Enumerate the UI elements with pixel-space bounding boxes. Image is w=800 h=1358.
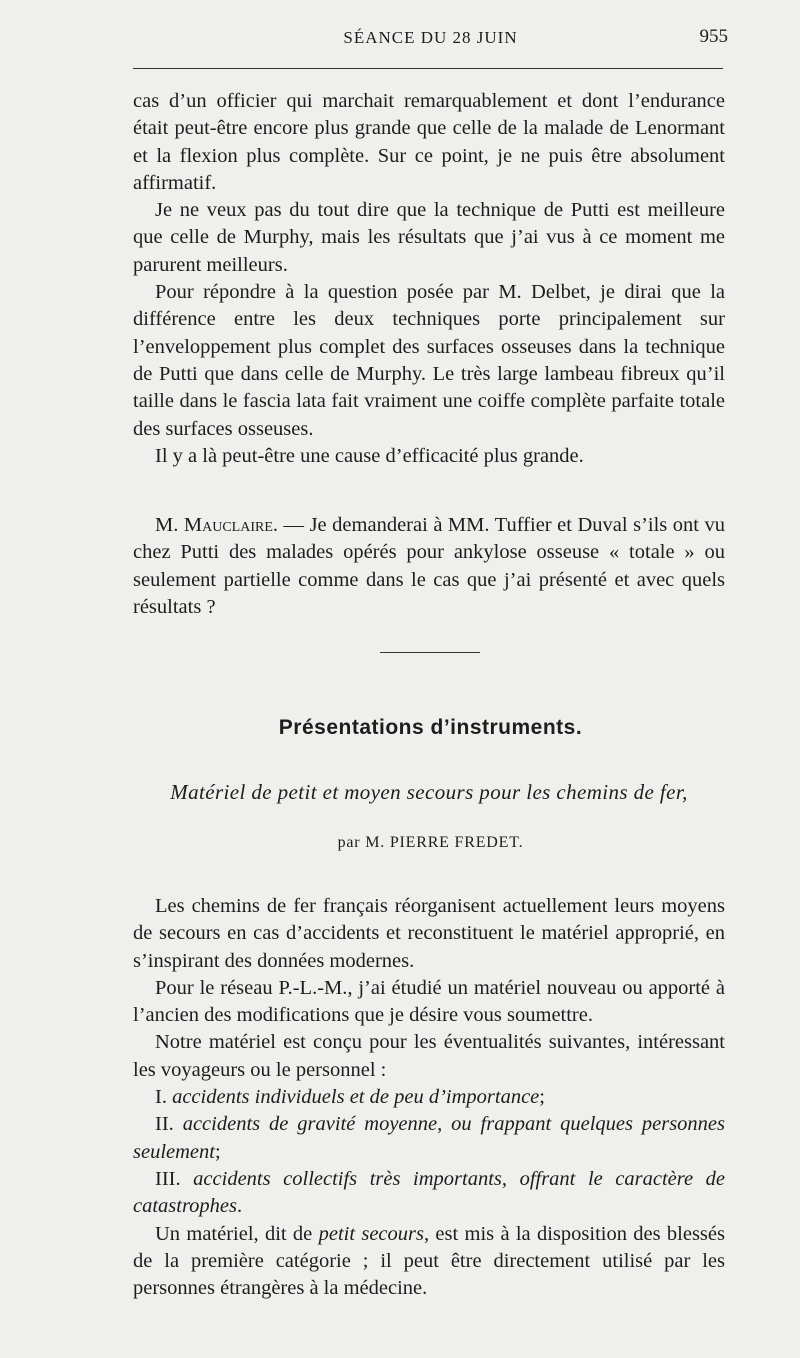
article-title: Matériel de petit et moyen secours pour les chemins de fer, bbox=[170, 780, 688, 804]
list-item: III. accidents collectifs très importants, offrant le caractère de catastrophes. bbox=[133, 1167, 725, 1218]
section-separator bbox=[380, 652, 480, 653]
byline: par M. PIERRE FREDET. bbox=[337, 834, 524, 851]
paragraph: Un matériel, dit de petit secours, est mis à la disposition des blessés de la première catégorie ; il peut être directement utilisé par les personnes étrangères à la médecine. bbox=[133, 1222, 725, 1300]
paragraph: Il y a là peut-être une cause d’efficacité plus grande. bbox=[155, 444, 584, 467]
paragraph bbox=[133, 512, 725, 621]
paragraph: Pour le réseau P.-L.-M., j’ai étudié un matériel nouveau ou apporté à l’ancien des modifications que je désire vous soumettre. bbox=[133, 976, 725, 1027]
running-title: SÉANCE DU 28 JUIN bbox=[343, 28, 518, 47]
paragraph: Les chemins de fer français réorganisent actuellement leurs moyens de secours en cas d’accidents et reconstituent le matériel approprié, en s’inspirant des données modernes. bbox=[133, 895, 725, 972]
article-body bbox=[133, 893, 725, 1302]
list-item: II. accidents de gravité moyenne, ou frappant quelques personnes seulement; bbox=[133, 1113, 726, 1163]
running-header bbox=[133, 24, 728, 54]
section-title: Présentations d’instruments. bbox=[278, 716, 583, 739]
paragraph: Je ne veux pas du tout dire que la technique de Putti est meilleure que celle de Murphy, mais les résultats que j’ai vus à ce moment me parurent meilleurs. bbox=[133, 199, 725, 276]
speaker-prefix: M. bbox=[155, 514, 179, 536]
page-number: 955 bbox=[699, 26, 728, 47]
mauclaire-remark bbox=[133, 512, 725, 621]
speaker-name: Mauclaire bbox=[183, 514, 273, 536]
paragraph: Pour répondre à la question posée par M. Delbet, je dirai que la différence entre les deux techniques porte principalement sur l’enveloppement plus complet des surfaces osseuses dans la technique de Putti que dans celle de Murphy. Le très large lambeau fibreux qu’il taille dans le fascia lata fait vraiment une coiffe complète parfaite totale des surfaces osseuses. bbox=[133, 281, 725, 440]
list-item: I. accidents individuels et de peu d’importance; bbox=[155, 1086, 545, 1109]
remark-text: . — Je demanderai à MM. Tuffier et Duval s’ils ont vu chez Putti des malades opérés pour ankylose osseuse « totale » ou seulement partielle comme dans le cas que j’ai présenté et avec quels résultats ? bbox=[133, 514, 726, 618]
discussion-continuation bbox=[133, 88, 725, 470]
paragraph: cas d’un officier qui marchait remarquablement et dont l’endurance était peut-être encore plus grande que celle de la malade de Lenormant et la flexion plus complète. Sur ce point, je ne puis être absolument affirmatif. bbox=[133, 90, 725, 194]
paragraph: Notre matériel est conçu pour les éventualités suivantes, intéressant les voyageurs ou le personnel : bbox=[133, 1031, 725, 1081]
header-rule bbox=[133, 68, 723, 69]
